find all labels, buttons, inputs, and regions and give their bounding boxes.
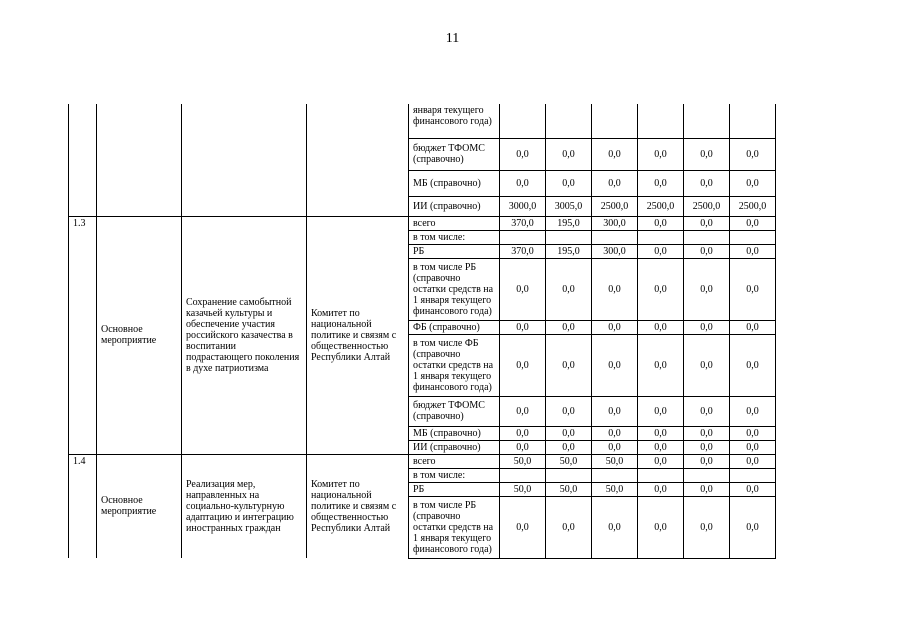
amount-cell: 0,0 <box>638 454 684 468</box>
amount-cell: 0,0 <box>684 334 730 396</box>
amount-cell <box>500 104 546 138</box>
amount-cell: 0,0 <box>546 426 592 440</box>
amount-cell: 0,0 <box>592 426 638 440</box>
amount-cell <box>638 230 684 244</box>
amount-cell: 0,0 <box>638 258 684 320</box>
source-label: бюджет ТФОМС (справочно) <box>409 396 500 426</box>
amount-cell: 0,0 <box>684 258 730 320</box>
section-type: Основное мероприятие <box>97 454 182 558</box>
amount-cell: 0,0 <box>592 396 638 426</box>
amount-cell: 2500,0 <box>592 196 638 216</box>
amount-cell: 0,0 <box>546 320 592 334</box>
source-label: всего <box>409 454 500 468</box>
amount-cell: 0,0 <box>730 258 776 320</box>
amount-cell: 50,0 <box>500 482 546 496</box>
amount-cell: 0,0 <box>730 396 776 426</box>
amount-cell: 0,0 <box>638 320 684 334</box>
amount-cell <box>592 230 638 244</box>
amount-cell: 0,0 <box>684 170 730 196</box>
amount-cell <box>638 468 684 482</box>
amount-cell: 2500,0 <box>684 196 730 216</box>
amount-cell: 0,0 <box>592 496 638 558</box>
source-label: РБ <box>409 482 500 496</box>
section-executor: Комитет по национальной политике и связям с общественностью Республики Алтай <box>307 216 409 454</box>
amount-cell: 0,0 <box>546 334 592 396</box>
source-label: РБ <box>409 244 500 258</box>
amount-cell: 0,0 <box>546 170 592 196</box>
amount-cell: 50,0 <box>592 454 638 468</box>
section-name: Сохранение самобытной казачьей культуры и обеспечение участия российского казачества в воспитании подрастающего поколения в духе патриотизма <box>182 216 307 454</box>
number-cell <box>69 104 97 216</box>
name-cell <box>182 104 307 216</box>
amount-cell: 195,0 <box>546 216 592 230</box>
table-row <box>69 216 776 230</box>
source-label: ИИ (справочно) <box>409 440 500 454</box>
source-label: в том числе: <box>409 468 500 482</box>
amount-cell: 0,0 <box>546 496 592 558</box>
source-label: МБ (справочно) <box>409 426 500 440</box>
amount-cell: 0,0 <box>500 426 546 440</box>
amount-cell: 0,0 <box>500 396 546 426</box>
amount-cell: 0,0 <box>500 496 546 558</box>
amount-cell: 0,0 <box>684 320 730 334</box>
amount-cell: 0,0 <box>730 496 776 558</box>
amount-cell: 0,0 <box>730 482 776 496</box>
amount-cell: 0,0 <box>500 258 546 320</box>
amount-cell <box>592 468 638 482</box>
amount-cell <box>730 230 776 244</box>
amount-cell: 2500,0 <box>730 196 776 216</box>
section-executor: Комитет по национальной политике и связям с общественностью Республики Алтай <box>307 454 409 558</box>
source-label: МБ (справочно) <box>409 170 500 196</box>
amount-cell: 0,0 <box>730 244 776 258</box>
amount-cell: 0,0 <box>638 440 684 454</box>
amount-cell: 0,0 <box>500 170 546 196</box>
amount-cell: 300,0 <box>592 244 638 258</box>
amount-cell: 0,0 <box>684 244 730 258</box>
amount-cell <box>684 230 730 244</box>
amount-cell: 0,0 <box>684 426 730 440</box>
amount-cell: 0,0 <box>638 170 684 196</box>
amount-cell: 0,0 <box>592 138 638 170</box>
source-label: января текущего финансового года) <box>409 104 500 138</box>
amount-cell: 0,0 <box>592 334 638 396</box>
amount-cell: 0,0 <box>730 138 776 170</box>
amount-cell: 0,0 <box>500 334 546 396</box>
amount-cell: 0,0 <box>684 216 730 230</box>
amount-cell: 0,0 <box>684 454 730 468</box>
source-label: ФБ (справочно) <box>409 320 500 334</box>
amount-cell: 0,0 <box>730 454 776 468</box>
amount-cell <box>730 468 776 482</box>
amount-cell: 0,0 <box>546 396 592 426</box>
amount-cell: 50,0 <box>500 454 546 468</box>
amount-cell: 370,0 <box>500 216 546 230</box>
section-name: Реализация мер, направленных на социально-культурную адаптацию и интеграцию иностранных граждан <box>182 454 307 558</box>
amount-cell: 0,0 <box>684 482 730 496</box>
section-number: 1.4 <box>69 454 97 558</box>
amount-cell: 370,0 <box>500 244 546 258</box>
section-number: 1.3 <box>69 216 97 454</box>
amount-cell <box>638 104 684 138</box>
source-label: в том числе РБ (справочно остатки средств на 1 января текущего финансового года) <box>409 496 500 558</box>
amount-cell: 2500,0 <box>638 196 684 216</box>
amount-cell: 0,0 <box>500 440 546 454</box>
amount-cell: 50,0 <box>546 482 592 496</box>
amount-cell <box>546 468 592 482</box>
amount-cell <box>546 230 592 244</box>
amount-cell: 3000,0 <box>500 196 546 216</box>
executor-cell <box>307 104 409 216</box>
amount-cell: 0,0 <box>592 170 638 196</box>
section-type: Основное мероприятие <box>97 216 182 454</box>
source-label: всего <box>409 216 500 230</box>
amount-cell: 50,0 <box>592 482 638 496</box>
amount-cell: 0,0 <box>500 138 546 170</box>
amount-cell: 0,0 <box>546 138 592 170</box>
amount-cell: 0,0 <box>730 170 776 196</box>
source-label: в том числе: <box>409 230 500 244</box>
source-label: бюджет ТФОМС (справочно) <box>409 138 500 170</box>
source-label: ИИ (справочно) <box>409 196 500 216</box>
table-row <box>69 104 776 138</box>
amount-cell: 195,0 <box>546 244 592 258</box>
amount-cell: 0,0 <box>592 320 638 334</box>
amount-cell: 0,0 <box>684 496 730 558</box>
amount-cell: 0,0 <box>546 440 592 454</box>
amount-cell <box>592 104 638 138</box>
amount-cell: 0,0 <box>638 244 684 258</box>
amount-cell: 0,0 <box>638 496 684 558</box>
amount-cell: 0,0 <box>638 334 684 396</box>
budget-table <box>68 104 776 559</box>
amount-cell: 50,0 <box>546 454 592 468</box>
amount-cell: 0,0 <box>684 138 730 170</box>
source-label: в том числе ФБ (справочно остатки средств на 1 января текущего финансового года) <box>409 334 500 396</box>
amount-cell: 0,0 <box>592 258 638 320</box>
amount-cell <box>500 230 546 244</box>
amount-cell: 0,0 <box>500 320 546 334</box>
amount-cell: 3005,0 <box>546 196 592 216</box>
amount-cell: 0,0 <box>730 216 776 230</box>
type-cell <box>97 104 182 216</box>
amount-cell: 0,0 <box>684 440 730 454</box>
amount-cell <box>500 468 546 482</box>
source-label: в том числе РБ (справочно остатки средств на 1 января текущего финансового года) <box>409 258 500 320</box>
amount-cell <box>684 104 730 138</box>
amount-cell: 0,0 <box>638 482 684 496</box>
amount-cell: 0,0 <box>638 216 684 230</box>
amount-cell: 0,0 <box>546 258 592 320</box>
amount-cell: 0,0 <box>592 440 638 454</box>
amount-cell: 0,0 <box>730 426 776 440</box>
amount-cell <box>684 468 730 482</box>
amount-cell: 0,0 <box>730 320 776 334</box>
amount-cell: 0,0 <box>730 334 776 396</box>
page-number: 11 <box>445 31 460 46</box>
amount-cell <box>730 104 776 138</box>
amount-cell <box>546 104 592 138</box>
table-row <box>69 454 776 468</box>
amount-cell: 0,0 <box>684 396 730 426</box>
amount-cell: 300,0 <box>592 216 638 230</box>
amount-cell: 0,0 <box>638 396 684 426</box>
amount-cell: 0,0 <box>638 426 684 440</box>
amount-cell: 0,0 <box>730 440 776 454</box>
amount-cell: 0,0 <box>638 138 684 170</box>
